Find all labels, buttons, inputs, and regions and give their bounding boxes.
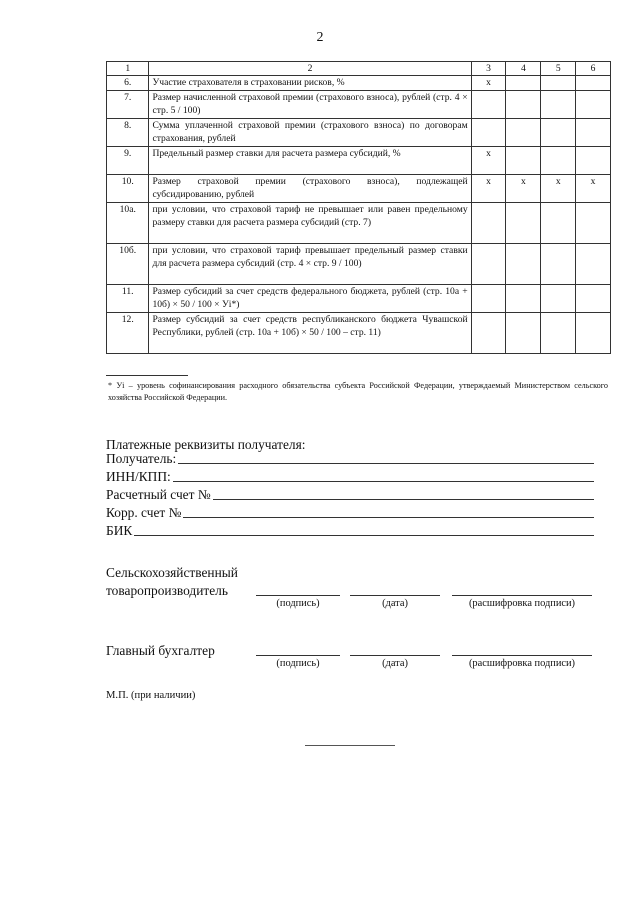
table-row	[107, 285, 611, 313]
cell-col-3	[471, 313, 506, 354]
cell-col-5	[541, 91, 576, 119]
producer-label-line2: товаропроизводитель	[106, 583, 228, 598]
cell-col-5	[541, 285, 576, 313]
table-row	[107, 76, 611, 91]
requisite-bik[interactable]	[106, 521, 594, 539]
cell-col-4	[506, 76, 541, 91]
cell-col-5: х	[541, 175, 576, 203]
cell-col-3: х	[471, 147, 506, 175]
cell-col-6	[576, 91, 611, 119]
row-description: Размер начисленной страховой премии (страхового взноса), рублей (стр. 4 × стр. 5 / 100)	[149, 91, 471, 119]
accountant-signature-line[interactable]	[256, 655, 340, 656]
fill-line[interactable]	[173, 469, 594, 482]
table-row	[107, 175, 611, 203]
cell-col-5	[541, 244, 576, 285]
row-number: 8.	[107, 119, 149, 147]
header-cell: 6	[576, 62, 611, 76]
cell-col-3: х	[471, 175, 506, 203]
row-description: Предельный размер ставки для расчета размера субсидий, %	[149, 147, 471, 175]
signature-caption: (подпись)	[276, 598, 320, 609]
name-caption: (расшифровка подписи)	[468, 598, 576, 609]
table-row	[107, 91, 611, 119]
row-description: Размер страховой премии (страхового взноса), подлежащей субсидированию, рублей	[149, 175, 471, 203]
requisite-account[interactable]	[106, 485, 594, 503]
cell-col-6	[576, 119, 611, 147]
cell-col-4	[506, 244, 541, 285]
table-row	[107, 119, 611, 147]
cell-col-3	[471, 91, 506, 119]
cell-col-6	[576, 244, 611, 285]
cell-col-3	[471, 203, 506, 244]
cell-col-4	[506, 203, 541, 244]
row-number: 10а.	[107, 203, 149, 244]
header-cell: 5	[541, 62, 576, 76]
row-description: при условии, что страховой тариф не превышает или равен предельному размеру ставки для расчета размера субсидий (стр. 7)	[149, 203, 471, 244]
subsidy-calculation-table	[106, 61, 611, 354]
fill-line[interactable]	[183, 505, 594, 518]
requisite-label: Расчетный счет №	[106, 487, 211, 502]
stamp-note: М.П. (при наличии)	[106, 690, 196, 701]
requisite-label: Получатель:	[106, 451, 177, 466]
cell-col-6	[576, 76, 611, 91]
fill-line[interactable]	[213, 487, 594, 500]
cell-col-4	[506, 91, 541, 119]
cell-col-6: х	[576, 175, 611, 203]
requisites-title: Платежные реквизиты получателя:	[106, 437, 306, 452]
row-description: Участие страхователя в страховании рисков, %	[149, 76, 471, 91]
cell-col-3: х	[471, 76, 506, 91]
footnote: * Уi – уровень софинансирования расходного обязательства субъекта Российской Федерации, утверждаемый Министерством сельского хозяйства Российской Федерации.	[108, 381, 608, 402]
signature-caption: (подпись)	[276, 658, 320, 669]
cell-col-4	[506, 147, 541, 175]
row-number: 6.	[107, 76, 149, 91]
requisite-recipient[interactable]	[106, 449, 594, 467]
producer-name-line[interactable]	[452, 595, 592, 596]
row-number: 12.	[107, 313, 149, 354]
table-row	[107, 244, 611, 285]
header-cell: 2	[149, 62, 471, 76]
fill-line[interactable]	[178, 451, 594, 464]
producer-label-line1: Сельскохозяйственный	[106, 565, 238, 580]
producer-signature-line[interactable]	[256, 595, 340, 596]
cell-col-4	[506, 285, 541, 313]
cell-col-4	[506, 313, 541, 354]
producer-signer-label	[106, 564, 238, 600]
row-number: 10б.	[107, 244, 149, 285]
cell-col-3	[471, 244, 506, 285]
cell-col-5	[541, 119, 576, 147]
cell-col-6	[576, 313, 611, 354]
row-description: Размер субсидий за счет средств республиканского бюджета Чувашской Республики, рублей (стр. 10а + 10б) × 50 / 100 – стр. 11)	[149, 313, 471, 354]
cell-col-6	[576, 203, 611, 244]
cell-col-6	[576, 285, 611, 313]
table-row	[107, 147, 611, 175]
fill-line[interactable]	[134, 523, 594, 536]
accountant-date-line[interactable]	[350, 655, 440, 656]
cell-col-3	[471, 119, 506, 147]
accountant-label: Главный бухгалтер	[106, 643, 215, 658]
row-description: при условии, что страховой тариф превышает предельный размер ставки для расчета размера субсидий (стр. 4 × стр. 9 / 100)	[149, 244, 471, 285]
header-cell: 3	[471, 62, 506, 76]
date-caption: (дата)	[382, 598, 408, 609]
requisite-corr-account[interactable]	[106, 503, 594, 521]
cell-col-6	[576, 147, 611, 175]
row-description: Сумма уплаченной страховой премии (страхового взноса) по договорам страхования, рублей	[149, 119, 471, 147]
cell-col-5	[541, 76, 576, 91]
cell-col-5	[541, 147, 576, 175]
footnote-divider	[106, 375, 188, 376]
producer-date-line[interactable]	[350, 595, 440, 596]
header-cell: 4	[506, 62, 541, 76]
date-caption: (дата)	[382, 658, 408, 669]
cell-col-5	[541, 313, 576, 354]
requisite-inn-kpp[interactable]	[106, 467, 594, 485]
row-description: Размер субсидий за счет средств федерального бюджета, рублей (стр. 10а + 10б) × 50 / 100 × Уi*)	[149, 285, 471, 313]
cell-col-5	[541, 203, 576, 244]
table-row	[107, 203, 611, 244]
page-number: 2	[316, 30, 324, 45]
requisite-label: БИК	[106, 523, 133, 538]
accountant-name-line[interactable]	[452, 655, 592, 656]
cell-col-4	[506, 119, 541, 147]
row-number: 10.	[107, 175, 149, 203]
cell-col-4: х	[506, 175, 541, 203]
cell-col-3	[471, 285, 506, 313]
row-number: 7.	[107, 91, 149, 119]
row-number: 11.	[107, 285, 149, 313]
requisite-label: ИНН/КПП:	[106, 469, 171, 484]
end-divider	[305, 745, 395, 746]
header-cell: 1	[107, 62, 149, 76]
table-header-row	[107, 62, 611, 76]
requisite-label: Корр. счет №	[106, 505, 182, 520]
table-row	[107, 313, 611, 354]
row-number: 9.	[107, 147, 149, 175]
name-caption: (расшифровка подписи)	[468, 658, 576, 669]
